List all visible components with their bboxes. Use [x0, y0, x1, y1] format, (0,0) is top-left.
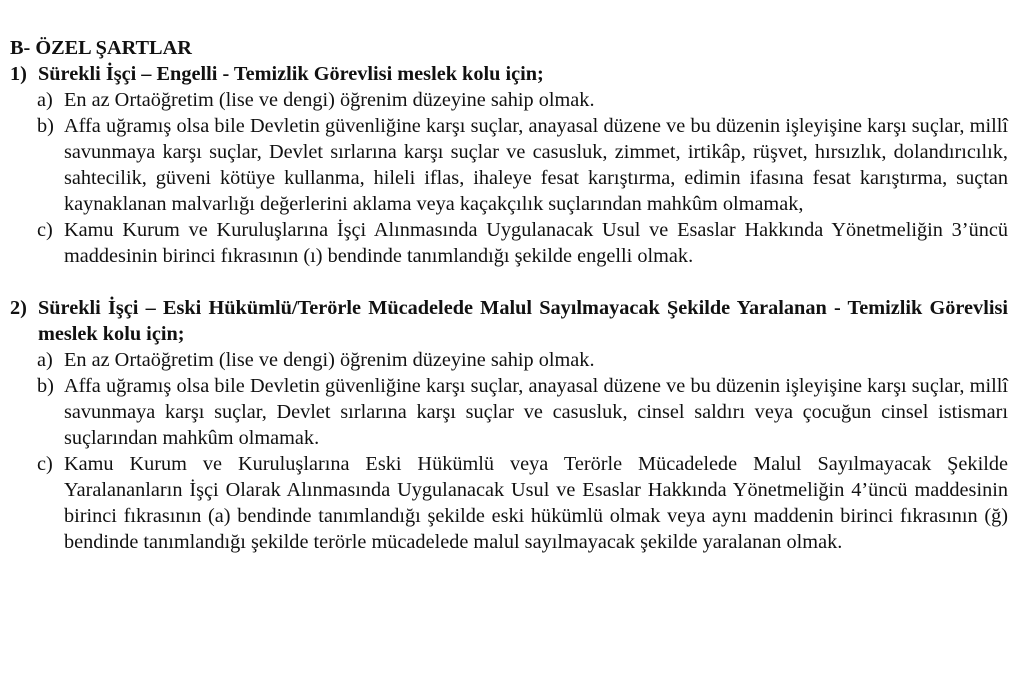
condition-list — [37, 87, 1008, 269]
group-number: 2) — [10, 297, 27, 319]
group-heading-text: Sürekli İşçi – Engelli - Temizlik Görevlisi meslek kolu için; — [38, 63, 544, 85]
group-heading-text: Sürekli İşçi – Eski Hükümlü/Terörle Mücadelede Malul Sayılmayacak Şekilde Yaralanan - Temizlik Görevlisi meslek kolu için; — [38, 297, 1008, 345]
group-heading — [10, 295, 1008, 347]
condition-group-1 — [10, 61, 1008, 269]
list-item — [37, 373, 1008, 451]
item-label: b) — [37, 375, 54, 397]
item-text: Kamu Kurum ve Kuruluşlarına İşçi Alınmasında Uygulanacak Usul ve Esaslar Hakkında Yönetmeliğin 3’üncü maddesinin birinci fıkrasının (ı) bendinde tanımlandığı şekilde engelli olmak. — [64, 219, 1008, 267]
item-label: c) — [37, 219, 53, 241]
list-item — [37, 451, 1008, 555]
section-title: B- ÖZEL ŞARTLAR — [10, 37, 192, 59]
list-item — [37, 87, 1008, 113]
list-item — [37, 347, 1008, 373]
condition-group-2 — [10, 295, 1008, 555]
item-text: En az Ortaöğretim (lise ve dengi) öğrenim düzeyine sahip olmak. — [64, 89, 595, 111]
list-item — [37, 113, 1008, 217]
list-item — [37, 217, 1008, 269]
item-label: c) — [37, 453, 53, 475]
item-text: Affa uğramış olsa bile Devletin güvenliğine karşı suçlar, anayasal düzene ve bu düzenin işleyişine karşı suçlar, millî savunmaya karşı suçlar, Devlet sırlarına karşı suçlar ve casusluk, cinsel saldırı veya çocuğun cinsel istismarı suçlarından mahkûm olmamak. — [64, 375, 1008, 449]
condition-list — [37, 347, 1008, 555]
document-page — [10, 35, 1008, 555]
paragraph-spacer — [10, 269, 1008, 295]
item-label: a) — [37, 89, 53, 111]
item-label: a) — [37, 349, 53, 371]
group-number: 1) — [10, 63, 27, 85]
item-text: Kamu Kurum ve Kuruluşlarına Eski Hükümlü veya Terörle Mücadelede Malul Sayılmayacak Şekilde Yaralananların İşçi Olarak Alınmasında Uygulanacak Usul ve Esaslar Hakkında Yönetmeliğin 4’üncü maddesinin birinci fıkrasının (a) bendinde tanımlandığı şekilde eski hükümlü olmak veya aynı maddenin birinci fıkrasının (ğ) bendinde tanımlandığı şekilde terörle mücadelede malul sayılmayacak şekilde yaralanan olmak. — [64, 453, 1008, 553]
item-text: En az Ortaöğretim (lise ve dengi) öğrenim düzeyine sahip olmak. — [64, 349, 595, 371]
item-label: b) — [37, 115, 54, 137]
group-heading — [10, 61, 1008, 87]
item-text: Affa uğramış olsa bile Devletin güvenliğine karşı suçlar, anayasal düzene ve bu düzenin işleyişine karşı suçlar, millî savunmaya karşı suçlar, Devlet sırlarına karşı suçlar ve casusluk, zimmet, irtikâp, rüşvet, hırsızlık, dolandırıcılık, sahtecilik, güveni kötüye kullanma, hileli iflas, ihaleye fesat karıştırma, edimin ifasına fesat karıştırma, suçtan kaynaklanan malvarlığı değerlerini aklama veya kaçakçılık suçlarından mahkûm olmamak, — [64, 115, 1008, 215]
